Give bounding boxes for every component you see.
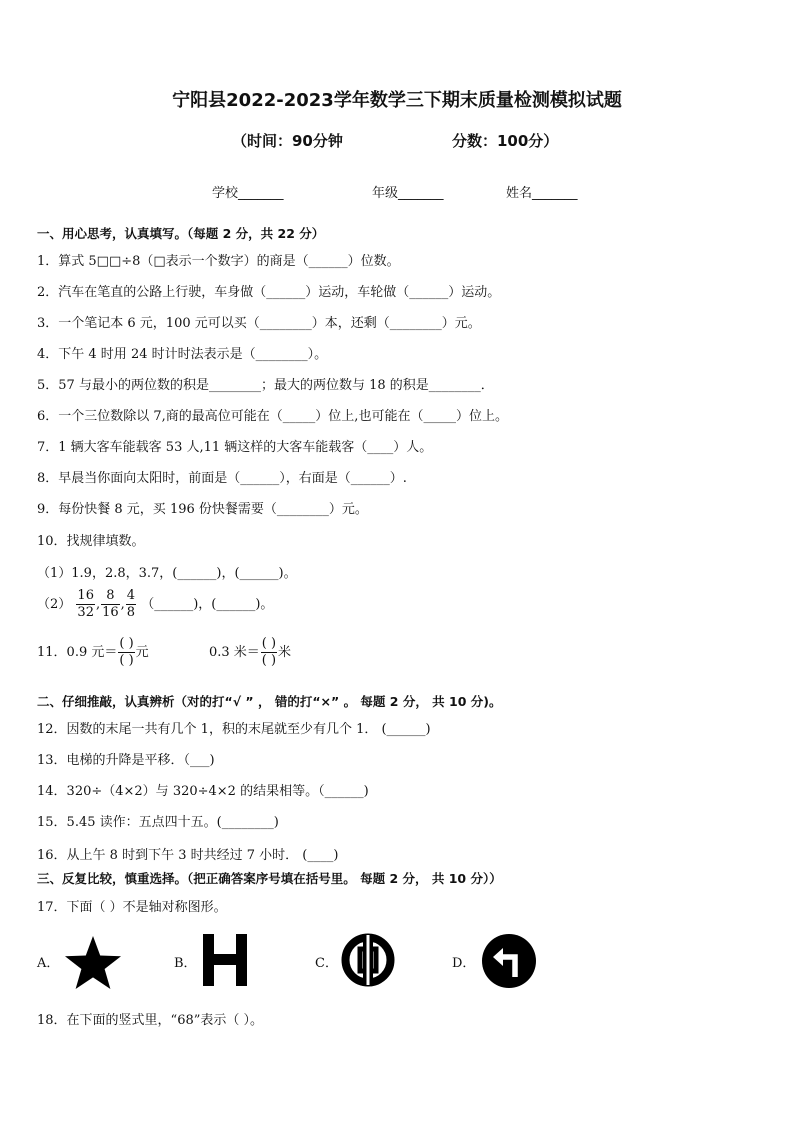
fraction-numerator: 8 [101,588,120,605]
question-10: 10．找规律填数。 [37,534,145,549]
question-12: 12．因数的末尾一共有几个 1，积的末尾就至少有几个 1． (______) [37,722,431,737]
question-18: 18．在下面的竖式里，“68”表示（ ）。 [37,1013,264,1028]
fraction-numerator-blank: ( ) [119,636,134,651]
fraction-4-8 [126,588,136,621]
question-10-2: （2） $\frac{16}{32}$ , $\frac{8}{16}$ , $\frac{4}{8}$ （______)，(______)。 [37,588,274,620]
question-14: 14．320÷（4×2）与 320÷4×2 的结果相等。（______) [37,784,369,799]
question-13: 13．电梯的升降是平移．（___) [37,753,215,768]
unit-yuan: 元 [135,645,149,660]
question-15: 15．5.45 读作：五点四十五。(________) [37,815,279,830]
fraction-denominator: 16 [102,605,119,620]
question-10-2-tail: （______)，(______)。 [141,597,274,612]
bank-logo-icon [341,933,395,987]
unit-mi: 米 [278,645,292,660]
question-1: 1．算式 5□□÷8（□表示一个数字）的商是（______）位数。 [37,254,400,269]
name-field: 姓名_______ [506,186,578,201]
question-2: 2．汽车在笔直的公路上行驶，车身做（______）运动，车轮做（______）运动。 [37,285,501,300]
question-11-part-b: 0.3 米＝ [208,645,260,660]
question-17: 17．下面（ ）不是轴对称图形。 [37,900,227,915]
question-10-2-label: （2） [37,597,72,612]
fraction-blank-a [118,636,134,669]
fraction-blank-b [261,636,277,669]
fraction-8-16 [101,588,120,621]
fraction-numerator: 16 [77,588,94,603]
fraction-numerator-blank: ( ) [261,636,277,651]
section-2-heading: 二、仔细推敲，认真辨析（对的打“√ ” ， 错的打“×” 。 每题 2 分， 共 10 分)。 [37,694,502,709]
section-3-heading: 三、反复比较，慎重选择。（把正确答案序号填在括号里。 每题 2 分， 共 10 分）） [37,871,502,886]
option-b-label: B． [174,956,197,971]
question-11 [37,636,291,669]
exam-time: （时间：90分钟 [232,132,343,150]
option-d-label: D． [452,956,476,971]
question-10-1: （1）1.9，2.8，3.7，(______)，(______)。 [37,566,297,581]
question-16: 16．从上午 8 时到下午 3 时共经过 7 小时． (____) [37,848,339,863]
question-8: 8．早晨当你面向太阳时，前面是（______），右面是（______）. [37,471,407,486]
fraction-denominator-blank: ( ) [119,653,134,668]
fraction-denominator: 32 [77,605,94,620]
school-field: 学校_______ [212,186,284,201]
question-11-part-a: 11．0.9 元＝ [37,645,118,660]
fraction-denominator-blank: ( ) [261,653,277,668]
exam-score: 分数：100分） [452,132,559,150]
question-5: 5．57 与最小的两位数的积是________；最大的两位数与 18 的积是________． [37,378,494,393]
question-7: 7．1 辆大客车能载客 53 人,11 辆这样的大客车能载客（____）人。 [37,440,433,455]
turn-left-arrow-icon [481,933,537,989]
question-4: 4．下午 4 时用 24 时计时法表示是（________）。 [37,347,328,362]
fraction-denominator: 8 [126,605,136,620]
option-c-label: C． [315,956,338,971]
page-title: 宁阳县2022-2023学年数学三下期末质量检测模拟试题 [172,90,622,111]
question-3: 3．一个笔记本 6 元，100 元可以买（________）本，还剩（________）元。 [37,316,481,331]
grade-field: 年级_______ [372,186,444,201]
section-1-heading: 一、用心思考，认真填写。（每题 2 分，共 22 分） [37,226,325,241]
star-icon [62,934,124,990]
fraction-numerator: 4 [126,588,136,603]
question-9: 9．每份快餐 8 元，买 196 份快餐需要（________）元。 [37,502,368,517]
option-a-label: A． [37,956,60,971]
question-6: 6．一个三位数除以 7,商的最高位可能在（_____）位上,也可能在（_____）位上。 [37,409,508,424]
fraction-16-32 [76,588,95,621]
letter-h-icon [203,934,247,986]
